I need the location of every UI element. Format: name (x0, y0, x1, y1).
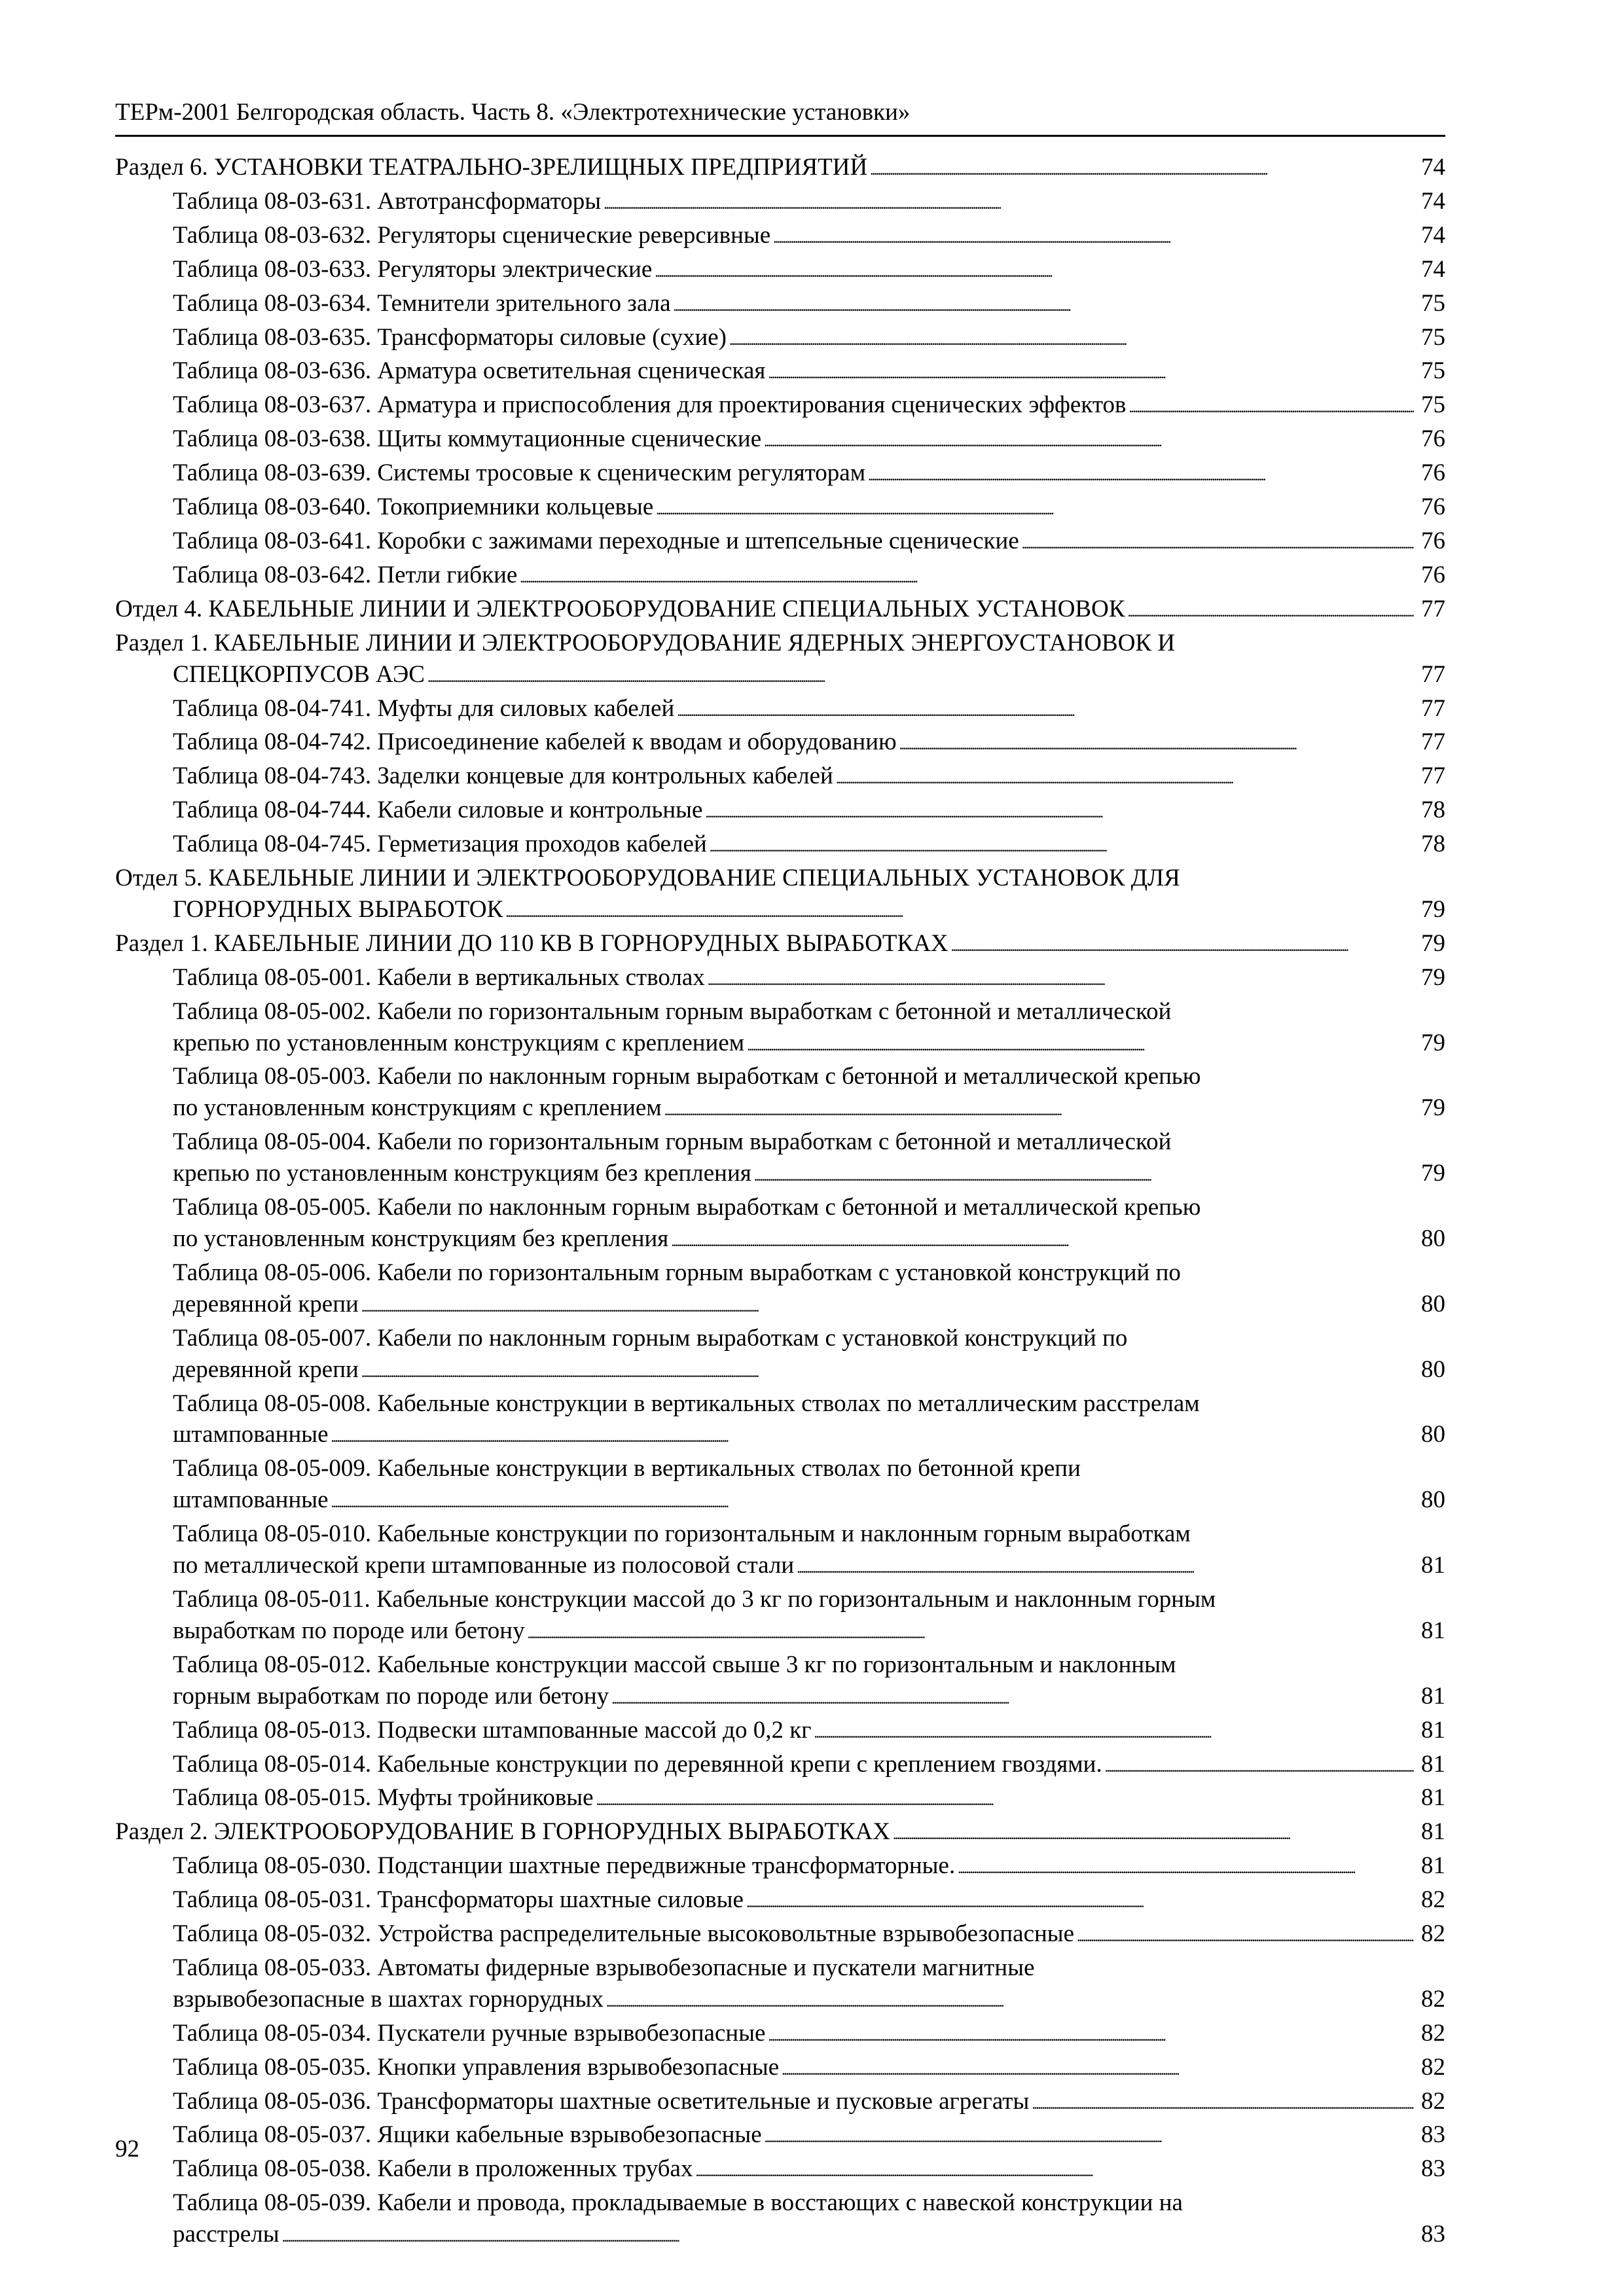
toc-table-entry[interactable] (115, 2018, 1445, 2052)
dot-leader (899, 726, 1414, 761)
toc-page-number: 79 (1421, 929, 1445, 957)
toc-page-number: 74 (1421, 221, 1445, 249)
toc-entry-text: Таблица 08-03-638. Щиты коммутационные сценические (173, 425, 762, 453)
dot-leader (427, 659, 1414, 693)
toc-page-number: 77 (1421, 728, 1445, 756)
toc-page-number: 81 (1421, 1784, 1445, 1812)
toc-entry-line (173, 829, 1445, 863)
toc-page-number: 76 (1421, 561, 1445, 588)
toc-entry-line (173, 795, 1445, 829)
toc-page-number: 76 (1421, 527, 1445, 554)
toc-entry-line (173, 2187, 1445, 2219)
dot-leader (596, 1782, 1414, 1816)
toc-entry-line (173, 1257, 1445, 1289)
toc-page-number: 77 (1421, 694, 1445, 722)
toc-entry-line (173, 322, 1445, 356)
toc-entry-text: Таблица 08-05-032. Устройства распределительные высоковольтные взрывобезопасные (173, 1920, 1075, 1948)
dot-leader (1128, 594, 1414, 628)
toc-entry-text: деревянной крепи (173, 1290, 359, 1318)
toc-entry-text: Отдел 5. КАБЕЛЬНЫЕ ЛИНИИ И ЭЛЕКТРООБОРУДОВАНИЕ СПЕЦИАЛЬНЫХ УСТАНОВОК ДЛЯ (115, 865, 1180, 892)
toc-table-entry[interactable] (115, 1518, 1445, 1584)
toc-table-entry[interactable] (115, 2086, 1445, 2120)
toc-entry-text: Таблица 08-05-012. Кабельные конструкции массой свыше 3 кг по горизонтальным и наклонным (173, 1651, 1176, 1678)
dot-leader (1032, 2086, 1414, 2120)
toc-entry-text: Таблица 08-05-003. Кабели по наклонным горным выработкам с бетонной и металлической крепью (173, 1063, 1201, 1090)
toc-page-number: 80 (1421, 1225, 1445, 1252)
toc-entry-text: Таблица 08-03-634. Темнители зрительного зала (173, 289, 671, 317)
dot-leader (951, 928, 1414, 962)
toc-entry-line (173, 726, 1445, 761)
toc-entry-text: крепью по установленным конструкциям без крепления (173, 1160, 751, 1187)
dot-leader (1128, 389, 1414, 423)
toc-entry-line (115, 863, 1445, 894)
toc-entry-text: по установленным конструкциям с креплением (173, 1094, 662, 1122)
toc-entry-line (115, 628, 1445, 659)
dot-leader (656, 492, 1414, 526)
toc-entry-text: Таблица 08-03-641. Коробки с зажимами переходные и штепсельные сценические (173, 527, 1019, 554)
toc-entry-line (173, 1223, 1445, 1257)
toc-page-number: 78 (1421, 831, 1445, 858)
toc-page-number: 79 (1421, 963, 1445, 991)
dot-leader (708, 962, 1414, 996)
toc-entry-line (173, 355, 1445, 389)
toc-table-entry[interactable] (115, 322, 1445, 356)
toc-entry-line (173, 2086, 1445, 2120)
toc-entry-text: выработкам по породе или бетону (173, 1617, 525, 1644)
toc-entry-text: Таблица 08-05-009. Кабельные конструкции в вертикальных стволах по бетонной крепи (173, 1455, 1081, 1482)
toc-entry-text: Раздел 2. ЭЛЕКТРООБОРУДОВАНИЕ В ГОРНОРУДНЫХ ВЫРАБОТКАХ (115, 1818, 890, 1846)
toc-entry-text: Таблица 08-03-632. Регуляторы сценические реверсивные (173, 221, 771, 249)
dot-leader (671, 1223, 1414, 1257)
toc-table-entry[interactable] (115, 1192, 1445, 1257)
toc-entry-text: Таблица 08-03-640. Токоприемники кольцевые (173, 493, 654, 521)
toc-entry-text: Раздел 1. КАБЕЛЬНЫЕ ЛИНИИ ДО 110 КВ В ГОРНОРУДНЫХ ВЫРАБОТКАХ (115, 929, 948, 957)
toc-entry-line (173, 457, 1445, 492)
toc-table-entry[interactable] (115, 254, 1445, 288)
toc-section-entry[interactable] (115, 1816, 1445, 1850)
dot-leader (814, 1715, 1414, 1749)
toc-table-entry[interactable] (115, 1884, 1445, 1918)
dot-leader (729, 322, 1414, 356)
toc-table-entry[interactable] (115, 1388, 1445, 1454)
toc-page-number: 75 (1421, 289, 1445, 317)
toc-entry-line (173, 1354, 1445, 1388)
toc-entry-line (173, 1850, 1445, 1884)
dot-leader (893, 1816, 1414, 1850)
toc-entry-text: Таблица 08-03-642. Петли гибкие (173, 561, 518, 588)
toc-page-number: 82 (1421, 1920, 1445, 1948)
dot-leader (1077, 1918, 1414, 1952)
toc-entry-text: Таблица 08-05-015. Муфты тройниковые (173, 1784, 594, 1812)
toc-entry-line (173, 1158, 1445, 1192)
toc-table-entry[interactable] (115, 1257, 1445, 1323)
toc-table-entry[interactable] (115, 1782, 1445, 1816)
toc-page-number: 82 (1421, 1886, 1445, 1914)
toc-entry-line (173, 962, 1445, 996)
toc-entry-text: Таблица 08-05-006. Кабели по горизонтальным горным выработкам с установкой конструкций по (173, 1259, 1181, 1286)
toc-page-number: 82 (1421, 2053, 1445, 2081)
toc-entry-line (173, 1484, 1445, 1518)
toc-entry-text: Таблица 08-05-033. Автоматы фидерные взрывобезопасные и пускатели магнитные (173, 1954, 1035, 1981)
toc-entry-line (173, 389, 1445, 423)
toc-table-entry[interactable] (115, 1126, 1445, 1192)
dot-leader (361, 1354, 1414, 1388)
toc-entry-text: Таблица 08-04-741. Муфты для силовых кабелей (173, 694, 675, 722)
toc-page-number: 81 (1421, 1852, 1445, 1880)
toc-table-entry[interactable] (115, 1918, 1445, 1952)
header-title: ТЕРм-2001 Белгородская область. Часть 8. «Электротехнические установки» (115, 99, 911, 126)
toc-entry-line (115, 659, 1445, 693)
dot-leader (705, 795, 1414, 829)
toc-page-number: 77 (1421, 595, 1445, 622)
toc-page-number: 76 (1421, 459, 1445, 487)
toc-page-number: 79 (1421, 1160, 1445, 1187)
toc-entry-line (173, 1649, 1445, 1681)
toc-entry-text: Таблица 08-05-008. Кабельные конструкции в вертикальных стволах по металлическим расстрелам (173, 1390, 1200, 1417)
dot-leader (677, 693, 1414, 727)
toc-entry-text: Таблица 08-05-034. Пускатели ручные взрывобезопасные (173, 2019, 766, 2047)
dot-leader (768, 355, 1414, 389)
toc-page-number: 83 (1421, 2121, 1445, 2149)
toc-table-entry[interactable] (115, 1323, 1445, 1388)
dot-leader (361, 1289, 1414, 1323)
toc-entry-line (173, 1952, 1445, 1984)
toc-entry-line (173, 1584, 1445, 1615)
dot-leader (1105, 1749, 1414, 1783)
dot-leader (710, 829, 1414, 863)
toc-entry-text: Таблица 08-05-013. Подвески штампованные массой до 0,2 кг (173, 1716, 812, 1744)
toc-page-number: 79 (1421, 895, 1445, 923)
toc-table-entry[interactable] (115, 389, 1445, 423)
toc-entry-text: Таблица 08-03-631. Автотрансформаторы (173, 187, 602, 215)
toc-table-entry[interactable] (115, 2187, 1445, 2253)
toc-page-number: 75 (1421, 391, 1445, 419)
toc-page-number: 81 (1421, 1682, 1445, 1710)
toc-entry-line (173, 2052, 1445, 2086)
toc-entry-text: Таблица 08-04-742. Присоединение кабелей к вводам и оборудованию (173, 728, 897, 756)
toc-page-number: 78 (1421, 797, 1445, 824)
dot-leader (1022, 526, 1414, 560)
dot-leader (520, 560, 1414, 594)
toc-entry-text: Таблица 08-05-004. Кабели по горизонтальным горным выработкам с бетонной и металлической (173, 1128, 1172, 1156)
toc-entry-text: Таблица 08-03-636. Арматура осветительная сценическая (173, 357, 766, 385)
toc-page-number: 74 (1421, 187, 1445, 215)
toc-entry-text: Таблица 08-04-743. Заделки концевые для контрольных кабелей (173, 762, 833, 790)
toc-table-entry[interactable] (115, 996, 1445, 1062)
toc-entry-line (173, 761, 1445, 795)
toc-page-number: 80 (1421, 1355, 1445, 1383)
toc-table-entry[interactable] (115, 1453, 1445, 1518)
dot-leader (958, 1850, 1414, 1884)
toc-table-entry[interactable] (115, 829, 1445, 863)
toc-entry-line (173, 1289, 1445, 1323)
toc-entry-text: по установленным конструкциям без крепления (173, 1225, 669, 1252)
dot-leader (695, 2153, 1414, 2187)
toc-entry-text: Раздел 6. УСТАНОВКИ ТЕАТРАЛЬНО-ЗРЕЛИЩНЫХ ПРЕДПРИЯТИЙ (115, 154, 868, 181)
dot-leader (764, 423, 1414, 457)
toc-entry-line (173, 1092, 1445, 1126)
toc-table-entry[interactable] (115, 726, 1445, 761)
toc-page-number: 81 (1421, 1617, 1445, 1644)
toc-page-number: 75 (1421, 323, 1445, 351)
toc-page-number: 74 (1421, 154, 1445, 181)
toc-entry-text: Раздел 1. КАБЕЛЬНЫЕ ЛИНИИ И ЭЛЕКТРООБОРУДОВАНИЕ ЯДЕРНЫХ ЭНЕРГОУСТАНОВОК И (115, 629, 1176, 656)
toc-section-entry[interactable] (115, 152, 1445, 186)
toc-table-entry[interactable] (115, 560, 1445, 594)
toc-entry-text: Таблица 08-04-745. Герметизация проходов кабелей (173, 831, 707, 858)
toc-entry-text: расстрелы (173, 2221, 280, 2248)
toc-table-entry[interactable] (115, 1850, 1445, 1884)
toc-entry-text: штампованные (173, 1421, 329, 1448)
toc-entry-line (173, 1782, 1445, 1816)
toc-entry-text: Таблица 08-04-744. Кабели силовые и контрольные (173, 797, 703, 824)
toc-entry-line (115, 1816, 1445, 1850)
toc-table-entry[interactable] (115, 220, 1445, 254)
toc-entry-text: Таблица 08-03-637. Арматура и приспособления для проектирования сценических эффектов (173, 391, 1127, 419)
toc-entry-line (173, 2153, 1445, 2187)
toc-section-entry[interactable] (115, 863, 1445, 928)
toc-entry-text: деревянной крепи (173, 1355, 359, 1383)
page-header (115, 98, 1445, 137)
toc-entry-text: Таблица 08-05-036. Трансформаторы шахтные осветительные и пусковые агрегаты (173, 2087, 1030, 2115)
toc-entry-line (173, 254, 1445, 288)
toc-entry-text: Таблица 08-03-633. Регуляторы электрические (173, 255, 653, 283)
toc-entry-text: Таблица 08-05-035. Кнопки управления взрывобезопасные (173, 2053, 780, 2081)
dot-leader (664, 1092, 1414, 1126)
toc-entry-text: штампованные (173, 1486, 329, 1514)
toc-entry-line (173, 1028, 1445, 1062)
toc-page-number: 81 (1421, 1552, 1445, 1579)
toc-entry-line (115, 894, 1445, 928)
toc-entry-line (173, 1681, 1445, 1715)
toc-page-number: 76 (1421, 425, 1445, 453)
toc-page-number: 82 (1421, 2019, 1445, 2047)
toc-entry-text: Таблица 08-05-005. Кабели по наклонным горным выработкам с бетонной и металлической крепью (173, 1194, 1201, 1221)
dot-leader (768, 2018, 1414, 2052)
dot-leader (747, 1028, 1414, 1062)
toc-table-entry[interactable] (115, 962, 1445, 996)
toc-page-number: 80 (1421, 1290, 1445, 1318)
toc-entry-line (173, 2119, 1445, 2153)
toc-entry-text: Таблица 08-05-031. Трансформаторы шахтные силовые (173, 1886, 744, 1914)
toc-table-entry[interactable] (115, 355, 1445, 389)
dot-leader (655, 254, 1414, 288)
toc-entry-text: СПЕЦКОРПУСОВ АЭС (173, 660, 425, 688)
toc-entry-line (173, 1419, 1445, 1453)
toc-section-entry[interactable] (115, 594, 1445, 628)
toc-page-number: 76 (1421, 493, 1445, 521)
toc-section-entry[interactable] (115, 928, 1445, 962)
toc-entry-text: Таблица 08-05-001. Кабели в вертикальных стволах (173, 963, 705, 991)
toc-table-entry[interactable] (115, 1749, 1445, 1783)
toc-page-number: 80 (1421, 1421, 1445, 1448)
toc-entry-line (173, 1453, 1445, 1484)
dot-leader (331, 1484, 1414, 1518)
dot-leader (604, 186, 1414, 220)
dot-leader (606, 1984, 1414, 2018)
toc-entry-line (173, 1918, 1445, 1952)
toc-entry-line (115, 594, 1445, 628)
toc-entry-text: Таблица 08-03-635. Трансформаторы силовые (сухие) (173, 323, 727, 351)
toc-entry-text: горным выработкам по породе или бетону (173, 1682, 609, 1710)
toc-page-number: 81 (1421, 1750, 1445, 1778)
toc-entry-text: Таблица 08-05-010. Кабельные конструкции по горизонтальным и наклонным горным выработкам (173, 1520, 1191, 1548)
toc-entry-line (173, 220, 1445, 254)
toc-table-entry[interactable] (115, 457, 1445, 492)
toc-entry-line (173, 186, 1445, 220)
toc-page-number: 81 (1421, 1818, 1445, 1846)
toc-entry-text: Таблица 08-05-007. Кабели по наклонным горным выработкам с установкой конструкций по (173, 1324, 1128, 1352)
toc-entry-text: Таблица 08-05-037. Ящики кабельные взрывобезопасные (173, 2121, 762, 2149)
toc-table-entry[interactable] (115, 761, 1445, 795)
toc-entry-line (173, 1388, 1445, 1420)
dot-leader (868, 457, 1414, 492)
toc-table-entry[interactable] (115, 693, 1445, 727)
dot-leader (870, 152, 1414, 186)
toc-page-number: 79 (1421, 1094, 1445, 1122)
toc-table-entry[interactable] (115, 1061, 1445, 1126)
toc-entry-line (173, 1192, 1445, 1223)
toc-page-number: 83 (1421, 2155, 1445, 2183)
toc-entry-line (173, 1061, 1445, 1092)
toc-entry-line (173, 1323, 1445, 1354)
toc-table-entry[interactable] (115, 186, 1445, 220)
toc-table-entry[interactable] (115, 2119, 1445, 2153)
toc-entry-text: по металлической крепи штампованные из полосовой стали (173, 1552, 795, 1579)
toc-page-number: 83 (1421, 2221, 1445, 2248)
toc-page-number: 82 (1421, 2087, 1445, 2115)
toc-entry-text: Таблица 08-05-038. Кабели в проложенных трубах (173, 2155, 693, 2183)
toc-table-entry[interactable] (115, 423, 1445, 457)
toc-entry-text: взрывобезопасные в шахтах горнорудных (173, 1985, 604, 2013)
toc-page-number: 81 (1421, 1716, 1445, 1744)
toc-entry-text: Отдел 4. КАБЕЛЬНЫЕ ЛИНИИ И ЭЛЕКТРООБОРУДОВАНИЕ СПЕЦИАЛЬНЫХ УСТАНОВОК (115, 595, 1125, 622)
toc-table-entry[interactable] (115, 1715, 1445, 1749)
page-number: 92 (115, 2136, 139, 2162)
toc-entry-line (173, 996, 1445, 1028)
toc-table-entry[interactable] (115, 795, 1445, 829)
toc-entry-line (173, 1984, 1445, 2018)
toc-table-entry[interactable] (115, 526, 1445, 560)
toc-entry-line (173, 1126, 1445, 1158)
toc-page-number: 80 (1421, 1486, 1445, 1514)
dot-leader (782, 2052, 1414, 2086)
toc-table-entry[interactable] (115, 2052, 1445, 2086)
toc-entry-line (115, 152, 1445, 186)
toc-table-entry[interactable] (115, 1584, 1445, 1649)
toc-entry-text: Таблица 08-05-014. Кабельные конструкции по деревянной крепи с креплением гвоздями. (173, 1750, 1102, 1778)
toc-entry-line (173, 288, 1445, 322)
toc-table-entry[interactable] (115, 2153, 1445, 2187)
toc-table-entry[interactable] (115, 288, 1445, 322)
toc-page-number: 75 (1421, 357, 1445, 385)
toc-entry-line (173, 560, 1445, 594)
toc-entry-line (173, 1518, 1445, 1550)
toc-entry-text: Таблица 08-05-011. Кабельные конструкции массой до 3 кг по горизонтальным и наклонным горным (173, 1585, 1216, 1613)
dot-leader (773, 220, 1414, 254)
toc-entry-line (173, 2219, 1445, 2253)
dot-leader (528, 1615, 1414, 1649)
toc-entry-line (173, 1749, 1445, 1783)
toc-entry-text: Таблица 08-03-639. Системы тросовые к сценическим регуляторам (173, 459, 866, 487)
toc-table-entry[interactable] (115, 1649, 1445, 1715)
toc-entry-line (173, 1550, 1445, 1584)
toc-page-number: 79 (1421, 1029, 1445, 1056)
dot-leader (797, 1550, 1414, 1584)
toc-entry-line (173, 2018, 1445, 2052)
toc-entry-line (173, 1884, 1445, 1918)
dot-leader (836, 761, 1414, 795)
toc-page-number: 82 (1421, 1985, 1445, 2013)
dot-leader (331, 1419, 1414, 1453)
toc-entry-line (173, 526, 1445, 560)
toc-page-number: 74 (1421, 255, 1445, 283)
toc-entry-line (115, 928, 1445, 962)
toc-entry-line (173, 1615, 1445, 1649)
dot-leader (505, 894, 1414, 928)
dot-leader (282, 2219, 1414, 2253)
toc-entry-text: Таблица 08-05-039. Кабели и провода, прокладываемые в восстающих с навеской конструкции на (173, 2189, 1183, 2217)
toc-section-entry[interactable] (115, 628, 1445, 693)
toc-page-number: 77 (1421, 660, 1445, 688)
toc-entry-text: ГОРНОРУДНЫХ ВЫРАБОТОК (173, 895, 503, 923)
toc-entry-line (173, 693, 1445, 727)
toc-table-entry[interactable] (115, 492, 1445, 526)
dot-leader (674, 288, 1414, 322)
dot-leader (746, 1884, 1414, 1918)
toc-entry-line (173, 1715, 1445, 1749)
toc-entry-text: Таблица 08-05-030. Подстанции шахтные передвижные трансформаторные. (173, 1852, 956, 1880)
dot-leader (754, 1158, 1414, 1192)
toc-entry-line (173, 492, 1445, 526)
toc-page-number: 77 (1421, 762, 1445, 790)
dot-leader (611, 1681, 1414, 1715)
toc-entry-text: крепью по установленным конструкциям с креплением (173, 1029, 745, 1056)
toc-table-entry[interactable] (115, 1952, 1445, 2018)
dot-leader (765, 2119, 1414, 2153)
table-of-contents (115, 152, 1445, 2253)
toc-entry-line (173, 423, 1445, 457)
toc-entry-text: Таблица 08-05-002. Кабели по горизонтальным горным выработкам с бетонной и металлической (173, 997, 1172, 1025)
